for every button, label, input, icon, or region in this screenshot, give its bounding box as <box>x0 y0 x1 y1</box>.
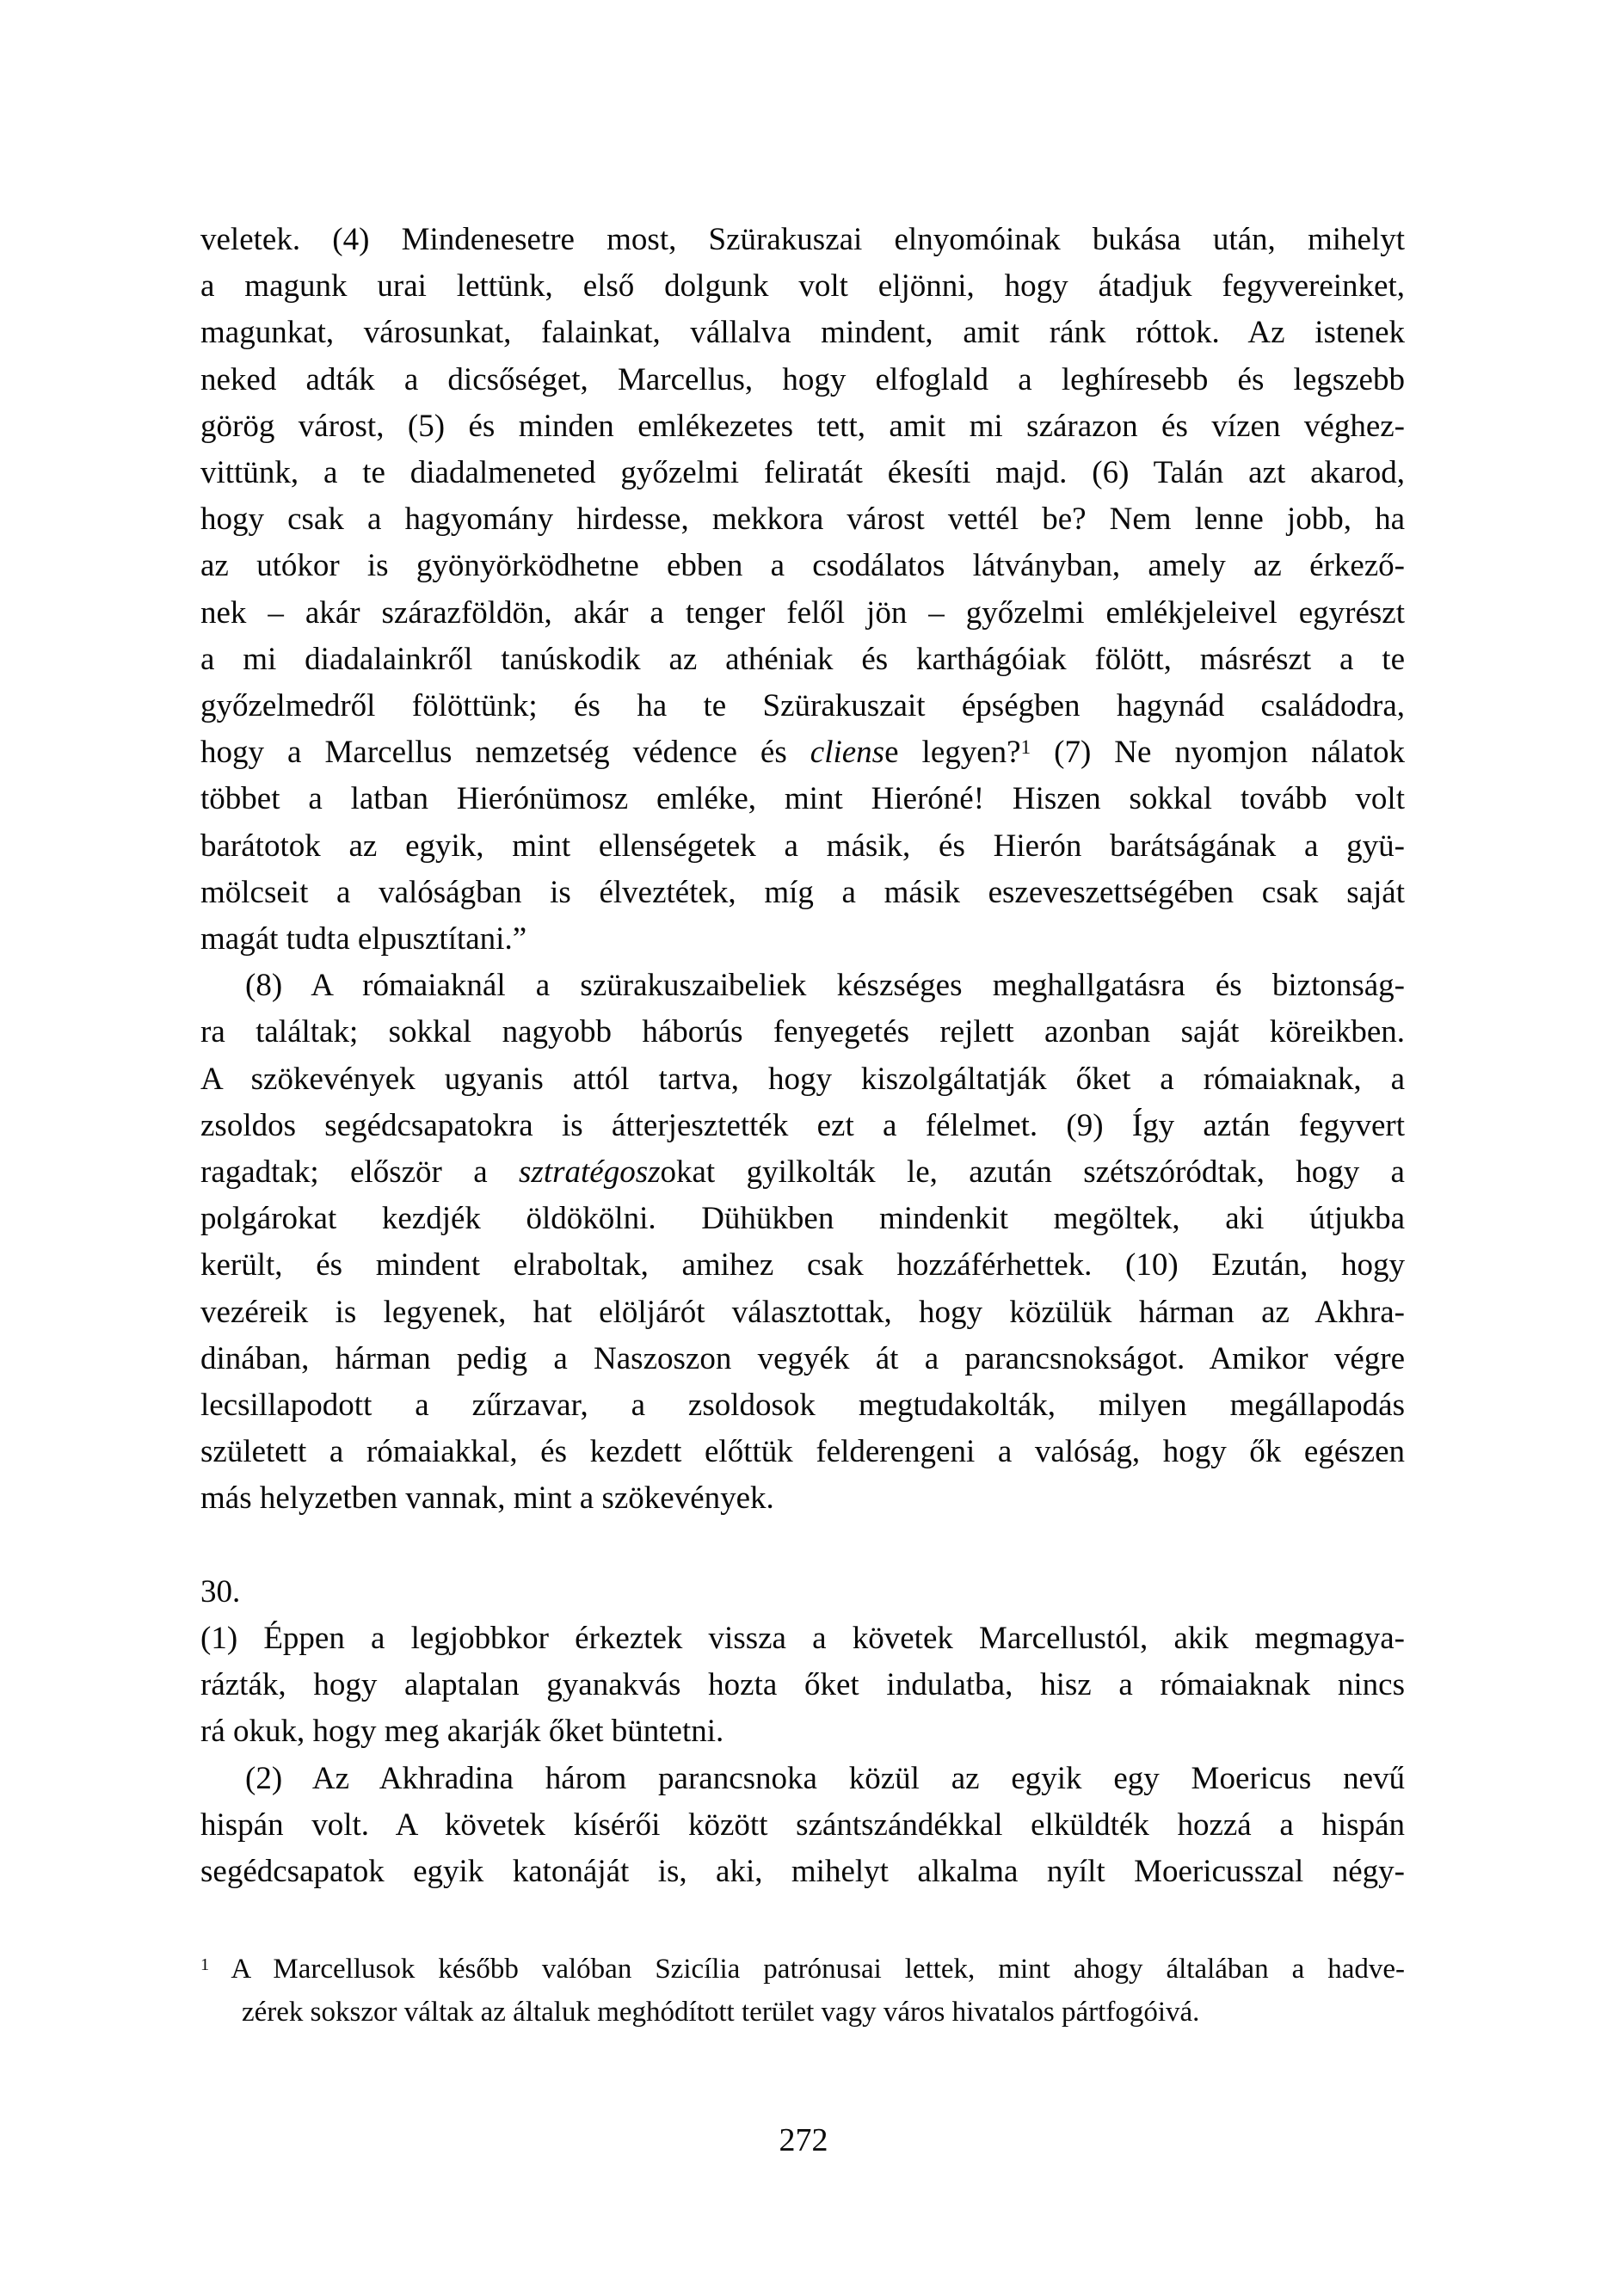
text-run: ragadtak; először a <box>200 1154 520 1191</box>
line-content <box>242 1997 1199 2028</box>
text-run: a magunk urai lettünk, első dolgunk volt eljönni, hogy átadjuk fegyvereinket, <box>200 268 1405 305</box>
text-run: (2) Az Akhradina három parancsnoka közül az egyik egy Moericus nevű <box>245 1760 1405 1796</box>
text-line <box>200 1948 1405 1991</box>
text-line <box>200 1756 1405 1802</box>
line-content <box>200 1201 1405 1236</box>
line-content <box>200 921 526 957</box>
text-line <box>200 683 1405 729</box>
line-content <box>200 1667 1405 1702</box>
line-content <box>200 781 1405 816</box>
line-content <box>200 1341 1405 1376</box>
text-run: A Marcellusok később valóban Szicília patrónusai lettek, mint ahogy általában a hadve- <box>209 1954 1405 1985</box>
line-content <box>200 828 1405 864</box>
text-line <box>200 1429 1405 1475</box>
line-content <box>245 968 1405 1003</box>
text-line <box>200 870 1405 916</box>
line-content <box>200 502 1405 537</box>
footnote-marker-superscript: 1 <box>1020 736 1031 758</box>
line-content <box>200 595 1405 631</box>
text-run: (7) Ne nyomjon nálatok <box>1031 735 1405 771</box>
text-line <box>200 1009 1405 1056</box>
text-run: hogy a Marcellus nemzetség védence és <box>200 735 810 771</box>
line-content <box>200 1854 1405 1889</box>
text-run: segédcsapatok egyik katonáját is, aki, mihelyt alkalma nyílt Moericusszal négy- <box>200 1853 1405 1889</box>
text-line <box>200 776 1405 822</box>
text-line <box>200 1056 1405 1103</box>
text-line <box>200 357 1405 403</box>
text-line <box>200 1149 1405 1196</box>
line-content <box>200 642 1405 677</box>
text-run: magunkat, városunkat, falainkat, vállalva mindent, amit ránk róttok. Az istenek <box>200 315 1405 351</box>
text-line <box>200 1849 1405 1895</box>
text-run: többet a latban Hierónümosz emléke, mint Hieróné! Hiszen sokkal tovább volt <box>200 781 1405 817</box>
line-content <box>200 1295 1405 1330</box>
text-line <box>200 496 1405 543</box>
text-line <box>200 1290 1405 1336</box>
text-run: az utókor is gyönyörködhetne ebben a csodálatos látványban, amely az érkező- <box>200 548 1405 584</box>
text-run: (8) A rómaiaknál a szürakuszaibeliek készséges meghallgatásra és biztonság- <box>245 968 1405 1004</box>
text-line <box>200 450 1405 496</box>
text-run: polgárokat kezdjék öldökölni. Dühükben mindenkit megöltek, aki útjukba <box>200 1201 1405 1237</box>
line-content <box>200 688 1405 723</box>
text-line <box>200 1242 1405 1289</box>
text-run: barátotok az egyik, mint ellenségetek a másik, és Hierón barátságának a gyü- <box>200 828 1405 864</box>
text-run: görög várost, (5) és minden emlékezetes tett, amit mi szárazon és vízen véghez- <box>200 408 1405 444</box>
line-content <box>200 1480 774 1516</box>
text-run: más helyzetben vannak, mint a szökevények. <box>200 1480 774 1517</box>
text-run: (1) Éppen a legjobbkor érkeztek vissza a követek Marcellustól, akik megmagya- <box>200 1620 1405 1656</box>
text-run: született a rómaiakkal, és kezdett előttük felderengeni a valóság, hogy ők egészen <box>200 1434 1405 1470</box>
text-line <box>200 403 1405 450</box>
line-content <box>200 1014 1405 1050</box>
text-line <box>200 1616 1405 1662</box>
text-line <box>200 263 1405 310</box>
line-content <box>200 735 1405 770</box>
text-line <box>200 637 1405 683</box>
line-content <box>200 268 1405 304</box>
text-run: rá okuk, hogy meg akarják őket büntetni. <box>200 1714 724 1750</box>
text-line <box>200 1991 1405 2034</box>
text-run: nek – akár szárazföldön, akár a tenger felől jön – győzelmi emlékjeleivel egyrészt <box>200 594 1405 631</box>
paragraph <box>200 963 1405 1522</box>
line-content <box>200 455 1405 490</box>
line-content <box>200 875 1405 910</box>
text-line <box>200 217 1405 263</box>
text-line <box>200 1802 1405 1849</box>
footnote <box>200 1948 1405 2034</box>
text-run: A szökevények ugyanis attól tartva, hogy kiszolgáltatják őket a rómaiaknak, a <box>200 1061 1405 1097</box>
line-content <box>200 1954 1405 1985</box>
text-line <box>200 310 1405 356</box>
text-run: került, és mindent elraboltak, amihez csak hozzáférhettek. (10) Ezután, hogy <box>200 1247 1405 1283</box>
text-run: zérek sokszor váltak az általuk meghódított terület vagy város hivatalos pártfogóivá. <box>242 1997 1200 2028</box>
text-line <box>200 729 1405 776</box>
text-run: magát tudta elpusztítani.” <box>200 921 527 957</box>
text-run: hispán volt. A követek kísérői között szántszándékkal elküldték hozzá a hispán <box>200 1807 1405 1843</box>
text-run: zsoldos segédcsapatokra is átterjesztették ezt a félelmet. (9) Így aztán fegyvert <box>200 1107 1405 1143</box>
italic-term: sztratégosz <box>519 1154 661 1191</box>
line-content <box>200 362 1405 397</box>
text-line <box>200 543 1405 589</box>
text-run: neked adták a dicsőséget, Marcellus, hogy elfoglald a leghíresebb és legszebb <box>200 361 1405 397</box>
text-line <box>200 590 1405 637</box>
text-line <box>200 1196 1405 1242</box>
line-content <box>200 222 1405 257</box>
text-line <box>200 1569 1405 1616</box>
text-run: hogy csak a hagyomány hirdesse, mekkora várost vettél be? Nem lenne jobb, ha <box>200 502 1405 538</box>
italic-term: cliens <box>810 735 885 771</box>
paragraph <box>200 1756 1405 1896</box>
text-run: vezéreik is legyenek, hat elöljárót választottak, hogy közülük hárman az Akhra- <box>200 1294 1405 1330</box>
line-content <box>200 315 1405 350</box>
line-content <box>245 1761 1405 1796</box>
line-content <box>200 1108 1405 1143</box>
section-heading <box>200 1569 1405 1616</box>
line-content <box>200 1434 1405 1469</box>
body-text <box>200 217 1405 1895</box>
text-run: vittünk, a te diadalmeneted győzelmi feliratát ékesíti majd. (6) Talán azt akarod, <box>200 455 1405 491</box>
line-content <box>200 1062 1405 1097</box>
text-run: mölcseit a valóságban is élveztétek, míg a másik eszeveszettségében csak saját <box>200 874 1405 910</box>
text-run: ra találtak; sokkal nagyobb háborús fenyegetés rejlett azonban saját köreikben. <box>200 1014 1405 1050</box>
line-content <box>200 1714 723 1749</box>
line-content <box>200 1388 1405 1423</box>
line-content <box>200 1247 1405 1283</box>
text-run: 30. <box>200 1573 241 1610</box>
line-content <box>200 409 1405 444</box>
line-content <box>200 1154 1405 1190</box>
text-run: veletek. (4) Mindenesetre most, Szürakuszai elnyomóinak bukása után, mihelyt <box>200 222 1405 257</box>
text-line <box>200 916 1405 963</box>
page-number: 272 <box>779 2122 828 2158</box>
paragraph <box>200 217 1405 963</box>
line-content <box>200 1807 1405 1843</box>
text-line <box>200 823 1405 870</box>
line-content <box>200 1574 240 1610</box>
text-line <box>200 1662 1405 1708</box>
text-run: lecsillapodott a zűrzavar, a zsoldosok megtudakolták, milyen megállapodás <box>200 1388 1405 1424</box>
text-run: rázták, hogy alaptalan gyanakvás hozta őket indulatba, hisz a rómaiaknak nincs <box>200 1667 1405 1703</box>
text-run: okat gyilkolták le, azután szétszóródtak, hogy a <box>660 1154 1405 1191</box>
text-run: győzelmedről fölöttünk; és ha te Szürakuszait épségben hagynád családodra, <box>200 688 1405 724</box>
text-line <box>200 1708 1405 1755</box>
text-line <box>200 1475 1405 1522</box>
paragraph <box>200 1616 1405 1756</box>
text-line <box>200 1103 1405 1149</box>
line-content <box>200 1621 1405 1656</box>
text-line <box>200 963 1405 1009</box>
footnote-marker-superscript: 1 <box>200 1954 210 1974</box>
text-line <box>200 1336 1405 1382</box>
text-run: a mi diadalainkről tanúskodik az athéniak és karthágóiak fölött, másrészt a te <box>200 641 1405 677</box>
text-run: dinában, hárman pedig a Naszoszon vegyék át a parancsnokságot. Amikor végre <box>200 1340 1405 1376</box>
line-content <box>200 548 1405 583</box>
text-line <box>200 1382 1405 1429</box>
text-run: e legyen? <box>884 735 1021 771</box>
